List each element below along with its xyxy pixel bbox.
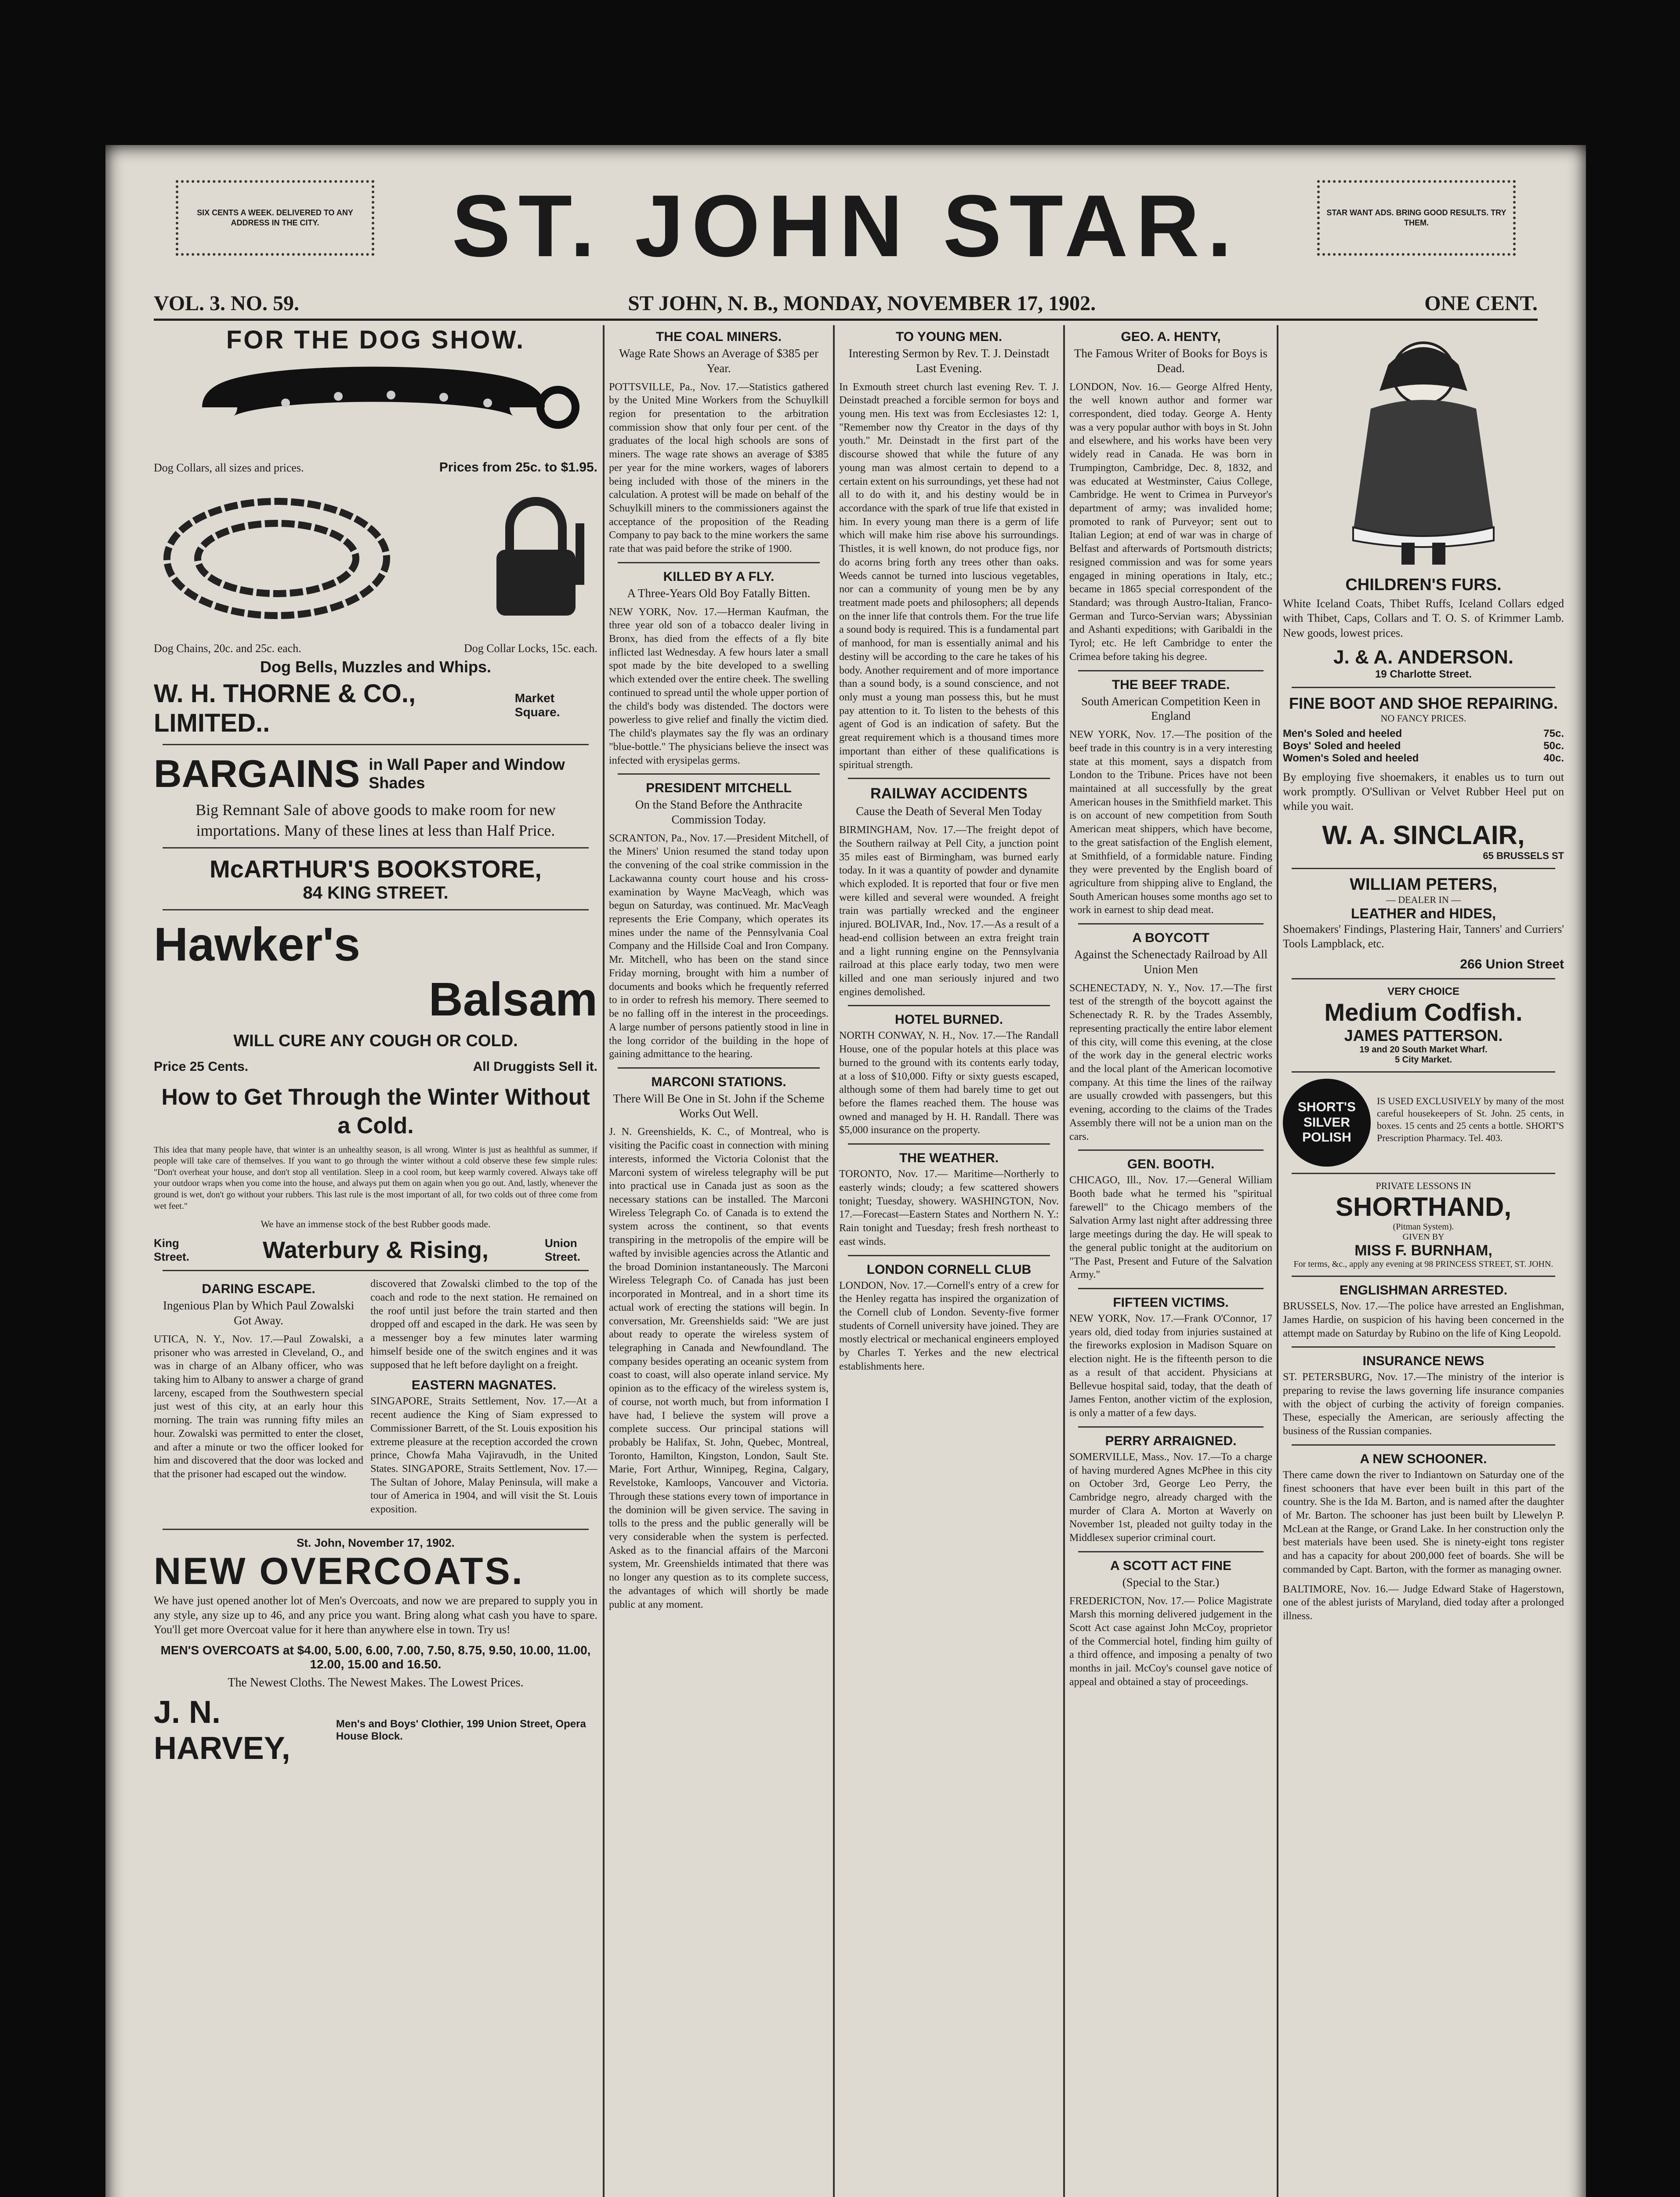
- column-rule: [1063, 325, 1065, 2197]
- column-1: [154, 325, 597, 2197]
- price-row: [1283, 728, 1564, 740]
- winter-heading: How to Get Through the Winter Without a Cold.: [161, 1084, 590, 1138]
- cornell-heading: LONDON CORNELL CLUB: [866, 1262, 1032, 1277]
- right-ear-box: [1317, 180, 1516, 256]
- very-choice: VERY CHOICE: [1387, 986, 1460, 998]
- dateline-bar: [154, 288, 1538, 321]
- coal-heading: THE COAL MINERS.: [655, 330, 782, 344]
- insurance-body: ST. PETERSBURG, Nov. 17.—The ministry of the interior is preparing to revise the laws governing life insurance companies with the object of curbing the activity of foreign companies. These, especially the American, are seriously affecting the business of the Russian companies.: [1283, 1371, 1564, 1437]
- booth-body: CHICAGO, Ill., Nov. 17.—General William Booth bade what he termed his "spiritual farewell" to the Chicago members of the Salvation Army last night after addressing three large meetings during the day. He will speak to the general public tonight at the auditorium on "The Past, Present and Future of the Salvation Army.": [1069, 1175, 1272, 1281]
- bargains-subhead: in Wall Paper and Window Shades: [369, 755, 565, 792]
- winter-body: This idea that many people have, that winter is an unhealthy season, is all wrong. Winter is just as healthful as summer, if people will take care of themselves. If you want to go through the winter without a cold observe these few simple rules: "Don't overheat your house, and don't stop all ventilation. Sleep in a cool room, but keep warmly covered. Always take off your outdoor wraps when you come into the house, and always put them on again when you go out. And, lastly, whenever the ground is wet, don't go without your rubbers. This last rule is the most important of all, for two colds out of three come from wet feet.": [154, 1145, 597, 1211]
- lessons-line: PRIVATE LESSONS IN: [1376, 1180, 1471, 1192]
- city-market: 5 City Market.: [1394, 1055, 1452, 1065]
- chain-caption: Dog Chains, 20c. and 25c. each.: [154, 642, 301, 655]
- column-2: [609, 325, 829, 2197]
- mitchell-subhead: On the Stand Before the Anthracite Commission Today.: [635, 798, 803, 826]
- king-street: King Street.: [154, 1236, 189, 1264]
- boycott-subhead: Against the Schenectady Railroad by All Union Men: [1074, 948, 1268, 976]
- column-rule: [603, 325, 605, 2197]
- harvey-name: J. N. HARVEY,: [154, 1694, 290, 1766]
- coal-subhead: Wage Rate Shows an Average of $385 per Year.: [619, 347, 818, 375]
- english-body: BRUSSELS, Nov. 17.—The police have arrested an Englishman, James Hardie, on suspicion of his having been concerned in the attempt made on Saturday by Rubino on the life of King Leopold.: [1283, 1301, 1564, 1339]
- lock-caption: Dog Collar Locks, 15c. each.: [464, 642, 597, 655]
- furs-heading: CHILDREN'S FURS.: [1345, 576, 1502, 594]
- marconi-subhead: There Will Be One in St. John if the Scheme Works Out Well.: [613, 1091, 825, 1120]
- sinclair-name: W. A. SINCLAIR,: [1322, 820, 1525, 850]
- boot-body: By employing five shoemakers, it enables us to turn out work promptly. O'Sullivan or Velvet Rubber Heel put on while you wait.: [1283, 770, 1564, 813]
- burnham-body: For terms, &c., apply any evening at 98 PRINCESS STREET, ST. JOHN.: [1293, 1259, 1553, 1269]
- union-street: Union Street.: [545, 1236, 580, 1264]
- overcoats-tagline: The Newest Cloths. The Newest Makes. The Lowest Prices.: [228, 1675, 524, 1689]
- hawkers-title: Hawker's: [154, 917, 360, 971]
- marconi-body: J. N. Greenshields, K. C., of Montreal, who is visiting the Pacific coast in connection with mining interests, informed the Victoria Colonist that the Marconi system of wireless telegraphy will be put into practical use in Canada just as soon as the necessary stations can be installed. The Marconi Wireless Telegraph Co. of Canada is to extend the system across the continent, so that events transpiring in the metropolis of the empire will be wafted by invisible agencies across the Atlantic and the broad Dominion instantaneously. The Marconi Wireless Telegraph Co. of Canada has just been incorporated in Montreal, and in a short time its actual work of erecting the stations will begin. In conversation, Mr. Greenshields said: "We are just about ready to operate the wireless system of telegraphing in Canada and Newfoundland. The company besides operating an oceanic system from coast to coast, will also operate inland service. My opinion as to the efficacy of the wireless system is, of course, not worth much, but from information I have had, I believe the system will prove a complete success. Our principal stations will probably be Halifax, St. John, Quebec, Montreal, Toronto, Hamilton, Kingston, London, Sault Ste. Marie, Fort Arthur, Winnipeg, Regina, Calgary, Revelstoke, Kamloops, Vancouver and Victoria. Through these stations every town of importance in the dominion will be given service. The saving in tolls to the press and the public generally will be very considerable when the system is perfected. Asked as to the financial affairs of the Marconi system, Mr. Greenshields intimated that there was no longer any question as to its complete success, the advantages of which will shortly be made public at any moment.: [609, 1126, 829, 1610]
- masthead-title: ST. JOHN STAR.: [452, 177, 1240, 275]
- column-rule: [1277, 325, 1278, 2197]
- railway-heading: RAILWAY ACCIDENTS: [870, 785, 1028, 802]
- boycott-body: SCHENECTADY, N. Y., Nov. 17.—The first test of the strength of the boycott against the Schenectady R. R. by the Trades Assembly, representing practically the entire labor element of this city, will come this evening, at the close of the work day in the general electric works and the local plant of the American locomotive company. At this time the lines of the railway are usually crowded with passengers, but this evening, according to the claims of the Trades Assembly there will not be a union man on the cars.: [1069, 982, 1272, 1142]
- eastern-body: SINGAPORE, Straits Settlement, Nov. 17.—At a recent audience the King of Siam expressed to Commissioner Barrett, of the St. Louis exposition his extreme pleasure at the reception accorded the crown prince, Chowfa Maha Vajiravudh, in the United States. SINGAPORE, Straits Settlement, Nov. 17.—The Sultan of Johore, Malay Peninsula, will make a tour of America in 1904, and will visit the St. Louis exposition.: [370, 1396, 597, 1515]
- hotel-heading: HOTEL BURNED.: [894, 1012, 1003, 1027]
- price-value: 40c.: [1543, 752, 1564, 764]
- waterbury-name: Waterbury & Rising,: [262, 1237, 489, 1264]
- thorne-location: Market Square.: [514, 691, 560, 719]
- perry-heading: PERRY ARRAIGNED.: [1105, 1433, 1237, 1448]
- balsam-title: Balsam: [428, 972, 597, 1026]
- price-row: [1283, 740, 1564, 752]
- harvey-details: Men's and Boys' Clothier, 199 Union Street, Opera House Block.: [336, 1718, 586, 1742]
- newspaper-page: [105, 145, 1586, 2197]
- thorne-name: W. H. THORNE & CO., LIMITED..: [154, 679, 416, 737]
- peters-name: WILLIAM PETERS,: [1350, 875, 1497, 894]
- schooner-heading: A NEW SCHOONER.: [1360, 1451, 1487, 1466]
- english-heading: ENGLISHMAN ARRESTED.: [1339, 1283, 1508, 1298]
- fifteen-body: NEW YORK, Nov. 17.—Frank O'Connor, 17 years old, died today from injuries sustained at the fireworks explosion in Madison Square on election night. He is the fifteenth person to die as a result of that accident. Physicians at Bellevue hospital said, today, that the death of James Fenton, another victim of the explosion, is only a matter of a few days.: [1069, 1313, 1272, 1419]
- weather-heading: THE WEATHER.: [899, 1151, 999, 1166]
- fifteen-heading: FIFTEEN VICTIMS.: [1113, 1295, 1229, 1310]
- boycott-heading: A BOYCOTT: [1132, 931, 1209, 946]
- scott-body: FREDERICTON, Nov. 17.— Police Magistrate Marsh this morning delivered judgement in the Scott Act case against John McCoy, proprietor of the Commercial hotel, finding him guilty of a third offence, and imposing a penalty of two months in jail. McCoy's counsel gave notice of appeal and obtained a stay of proceedings.: [1069, 1595, 1272, 1688]
- issue-price: ONE CENT.: [1424, 291, 1538, 315]
- peters-goods: LEATHER and HIDES,: [1351, 905, 1496, 921]
- insurance-heading: INSURANCE NEWS: [1362, 1354, 1484, 1369]
- dog-collar-icon: [154, 355, 593, 460]
- mcarthur-name: McARTHUR'S BOOKSTORE,: [210, 855, 542, 883]
- henty-subhead: The Famous Writer of Books for Boys is Dead.: [1074, 347, 1268, 375]
- dog-chain-icon: [154, 479, 400, 638]
- henty-heading: GEO. A. HENTY,: [1121, 330, 1221, 344]
- overcoats-heading: NEW OVERCOATS.: [154, 1550, 524, 1592]
- issue-date: ST JOHN, N. B., MONDAY, NOVEMBER 17, 1902.: [628, 291, 1096, 315]
- escape-subhead: Ingenious Plan by Which Paul Zowalski Got Away.: [163, 1299, 355, 1327]
- column-5: [1283, 325, 1564, 2197]
- railway-subhead: Cause the Death of Several Men Today: [856, 805, 1042, 818]
- scott-subhead: (Special to the Star.): [1122, 1575, 1220, 1589]
- cures-line: WILL CURE ANY COUGH OR COLD.: [233, 1031, 518, 1050]
- scott-heading: A SCOTT ACT FINE: [1110, 1558, 1232, 1573]
- hotel-body: NORTH CONWAY, N. H., Nov. 17.—The Randall House, one of the popular hotels at this place was burned to the ground with its contents early today, at a loss of $10,000. Fifty or sixty guests escaped, although some of them had barely time to get out before the flames reached them. The house was owned and managed by H. H. Randall. There was $5,000 insurance on the property.: [839, 1030, 1059, 1136]
- peters-body: Shoemakers' Findings, Plastering Hair, Tanners' and Curriers' Tools Lampblack, etc.: [1283, 922, 1564, 950]
- beef-heading: THE BEEF TRADE.: [1112, 677, 1230, 692]
- fly-subhead: A Three-Years Old Boy Fatally Bitten.: [627, 586, 811, 600]
- schooner-body: There came down the river to Indiantown on Saturday one of the finest schooners that have ever been built in this part of the country. She is the Ida M. Barton, and is named after the daughter of Mr. Barton. The schooner has just been built by Llewelyn P. McLean at the Range, or Grand Lake. In her construction only the best materials have been used. She is ninety-eight tons register and has a capacity for about 200,000 feet of boards. She will be commanded by Capt. Barton, with the former as managing owner.: [1283, 1469, 1564, 1575]
- collar-caption: Dog Collars, all sizes and prices.: [154, 461, 304, 474]
- column-3: [839, 325, 1059, 2197]
- furs-body: White Iceland Coats, Thibet Ruffs, Iceland Collars edged with Thibet, Caps, Collars and T. O. S. of Krimmer Lamb. New goods, lowest prices.: [1283, 597, 1564, 639]
- price-row: [1283, 752, 1564, 765]
- patterson-name: JAMES PATTERSON.: [1344, 1026, 1503, 1045]
- sinclair-address: 65 BRUSSELS ST: [1483, 850, 1564, 861]
- perry-body: SOMERVILLE, Mass., Nov. 17.—To a charge of having murdered Agnes McPhee in this city on October 3rd, George Leo Perry, the Cambridge negro, already charged with the murder of Clara A. Morton at Waverly on November 1st, pleaded not guilty today in the Middlesex superior criminal court.: [1069, 1451, 1272, 1544]
- volume-number: VOL. 3. NO. 59.: [154, 291, 300, 315]
- price-value: 50c.: [1543, 740, 1564, 752]
- bells-line: Dog Bells, Muzzles and Whips.: [260, 658, 492, 676]
- no-fancy-prices: NO FANCY PRICES.: [1380, 712, 1466, 724]
- left-ear-text: SIX CENTS A WEEK. DELIVERED TO ANY ADDRESS IN THE CITY.: [197, 208, 353, 227]
- right-ear-text: STAR WANT ADS. BRING GOOD RESULTS. TRY THEM.: [1326, 208, 1506, 227]
- druggists-line: All Druggists Sell it.: [473, 1059, 597, 1074]
- baltimore-body: BALTIMORE, Nov. 16.— Judge Edward Stake of Hagerstown, one of the ablest jurists of Maryland, died today after a prolonged illness.: [1283, 1583, 1564, 1622]
- rubber-line: We have an immense stock of the best Rubber goods made.: [261, 1218, 491, 1230]
- padlock-icon: [483, 493, 597, 624]
- henty-body: LONDON, Nov. 16.— George Alfred Henty, the well known author and former war correspondent, died today. George A. Henty was a very popular author with boys in St. John and elsewhere, and his works have been very widely read in Canada. He was born in Trumpington, Cambridge, Dec. 8, 1832, and was educated at Westminster, Caius College, Cambridge. He went to Crimea in Purveyor's department of army; was invalided home; promoted to rank of Purveyor; sent out to Italian Legion; at end of war was in charge of Belfast and afterwards of Portsmouth districts; resigned commission and was for some years engaged in mining operations in Italy, etc.; became in 1865 special correspondent of the Standard; was through Austro-Italian, Franco-German and Turco-Servian wars; Abyssinian and Ashanti expeditions; with Garibaldi in the Tyrol; etc. He left Cambridge to enter the Crimea before taking his degree.: [1069, 381, 1272, 663]
- boot-heading: FINE BOOT AND SHOE REPAIRING.: [1289, 694, 1558, 712]
- column-rule: [833, 325, 835, 2197]
- price-value: 75c.: [1543, 727, 1564, 740]
- given-by-line: GIVEN BY: [1402, 1232, 1445, 1242]
- young-men-subhead: Interesting Sermon by Rev. T. J. Deinstadt Last Evening.: [848, 347, 1050, 375]
- fly-body: NEW YORK, Nov. 17.—Herman Kaufman, the three year old son of a tobacco dealer living in Bronx, has died from the effects of a fly bite inflicted last Wednesday. A few hours later a small spot made by the bite developed to a swelling which extended over the entire cheek. The swelling continued to spread until the whole upper portion of the child's body was distended. The doctors were powerless to give relief and finally the victim died. The child's playmates say the fly was an ordinary "blue-bottle." The physicians believe the insect was infected with erysipelas germs.: [609, 606, 829, 766]
- weather-body: TORONTO, Nov. 17.— Maritime—Northerly to easterly winds; cloudy; a few scattered showers tonight; Tuesday, showery. WASHINGTON, Nov. 17.—Forecast—Eastern States and Northern N. Y.: Rain tonight and Tuesday; fresh fresh northeast to east winds.: [839, 1168, 1059, 1247]
- patterson-address: 19 and 20 South Market Wharf.: [1359, 1045, 1488, 1055]
- price-item: Men's Soled and heeled: [1283, 727, 1402, 740]
- overcoats-date: St. John, November 17, 1902.: [297, 1536, 455, 1549]
- price-item: Boys' Soled and heeled: [1283, 740, 1401, 752]
- anderson-address: 19 Charlotte Street.: [1375, 668, 1472, 680]
- shorts-body: IS USED EXCLUSIVELY by many of the most careful housekeepers of St. John. 25 cents, in boxes. 15 cents and 25 cents a bottle. SHORT'S Prescription Pharmacy. Tel. 403.: [1377, 1095, 1564, 1144]
- anderson-name: J. & A. ANDERSON.: [1333, 646, 1513, 668]
- escape-heading: DARING ESCAPE.: [202, 1282, 315, 1297]
- railway-body: BIRMINGHAM, Nov. 17.—The freight depot of the Southern railway at Pell City, a junction point 35 miles east of Birmingham, was burned early today. In it was a quantity of powder and dynamite which exploded. It is reported that four or five men were killed and several were wounded. A freight train was partially wrecked and the engineer injured. BOLIVAR, Ind., Nov. 17.—As a result of a head-end collision between an extra freight train and a light running engine on the Pennsylvania railroad at this place early today, two men were killed and one man seriously injured and two engines demolished.: [839, 824, 1059, 998]
- collar-prices: Prices from 25c. to $1.95.: [439, 460, 597, 475]
- marconi-heading: MARCONI STATIONS.: [651, 1074, 786, 1089]
- mitchell-heading: PRESIDENT MITCHELL: [646, 781, 792, 796]
- shorts-silver-polish-badge: SHORT'S SILVER POLISH: [1283, 1079, 1371, 1167]
- fly-heading: KILLED BY A FLY.: [663, 569, 775, 584]
- cornell-body: LONDON, Nov. 17.—Cornell's entry of a crew for the Henley regatta has inspired the organization of the Cornell club of London. Seventy-five former students of Cornell university have joined. They are mostly electrical or mechanical engineers employed by Charles T. Yerkes and the new electrical establishments here.: [839, 1280, 1059, 1372]
- column-4: [1069, 325, 1272, 2197]
- burnham-name: MISS F. BURNHAM,: [1354, 1242, 1492, 1259]
- peters-dealer: — DEALER IN —: [1386, 894, 1461, 905]
- price-item: Women's Soled and heeled: [1283, 752, 1419, 764]
- overcoats-body: We have just opened another lot of Men's Overcoats, and now we are prepared to supply you in any style, any size up to 46, and any price you want. Bring along what cash you have to spare. You'll get more Overcoat value for it here than anywhere else in town. Try us!: [154, 1594, 597, 1636]
- young-men-heading: TO YOUNG MEN.: [895, 330, 1003, 344]
- mitchell-body: SCRANTON, Pa., Nov. 17.—President Mitchell, of the Miners' Union resumed the stand today upon the convening of the coal strike commission in the Lackawanna county court house and his cross-examination by Wayne MacVeagh, which was begun on Saturday, was continued. Mr. MacVeagh represents the Erie Company, which operates its mines under the name of the Pennsylvania Coal Company and the Hillside Coal and Iron Company. Mr. Mitchell, who has been on the stand since Friday morning, brought with him a number of documents and books which he frequently referred to in order to refresh his memory. There seemed to be no falling off in the interest in the proceedings. A large number of persons patiently stood in line in the long corridor of the building in the hope of gaining admittance to the hearing.: [609, 832, 829, 1060]
- beef-body: NEW YORK, Nov. 17.—The position of the beef trade in this country is in a very interesting state at this moment, says a dispatch from London to the Tribune. Prices have not been maintained at all successfully by the great American houses in the Smithfield market. This is on account of new competition from South American meat shippers, which have become, to the great satisfaction of the English element, at Smithfield, of a formidable nature. Finding they were prevented by the English board of agriculture from shipping alive to England, the South American houses some months ago set to work in earnest to ship dead meat.: [1069, 729, 1272, 916]
- child-in-furs-icon: [1283, 325, 1564, 571]
- overcoats-prices: MEN'S OVERCOATS at $4.00, 5.00, 6.00, 7.00, 7.50, 8.75, 9.50, 10.00, 11.00, 12.00, 15.00 and 16.50.: [160, 1643, 591, 1671]
- mcarthur-address: 84 KING STREET.: [303, 883, 449, 903]
- young-men-body: In Exmouth street church last evening Rev. T. J. Deinstadt preached a forcible sermon for boys and young men. His text was from Ecclesiastes 12: 1, "Remember now thy Creator in the days of thy youth." Mr. Deinstadt in the first part of the discourse showed that while the future of any young man was almost certain to depend to a certain extent on his surroundings, yet these had not all to do with it, and his destiny would be in accordance with the spark of true life that existed in him. In every young man there is a germ of life which will make him rise above his surroundings. Thistles, it is well known, do not produce figs, nor do acorns bring forth any trees other than oaks. Weeds cannot be turned into luscious vegetables, nor can a community of young men be by any treatment made poets and philosophers; all depends on the inner life that controls them. For the true life a sound body is required. This is a fundamental part of manhood, for man is essentially animal and his destiny will be according to the care he takes of his body. Another requirement and of more importance than a sound body, is a sound conscience, and not only must a young man possess this, but he must pay attention to it. To listen to the behests of this agent of God is an indication of safety. But the great requirement which is a thousand times more important than either of these qualifications is spiritual strength.: [839, 381, 1059, 771]
- eastern-heading: EASTERN MAGNATES.: [411, 1378, 557, 1393]
- coal-body: POTTSVILLE, Pa., Nov. 17.—Statistics gathered by the United Mine Workers from the Schuylkill region for presentation to the arbitration commission show that only four per cent. of the graduates of the local high schools are sons of miners. The wage rate shows an average of $385 per year for the mine workers, wages of laborers being included with those of the miners in the calculation. A protest will be made on behalf of the Schuylkill miners to the commissioners against the acceptance of the proposition of the Reading Company to pay back to the mine workers the same rate that was paid before the strike of 1900.: [609, 381, 829, 555]
- shorthand-heading: SHORTHAND,: [1336, 1192, 1511, 1222]
- beef-subhead: South American Competition Keen in England: [1081, 694, 1260, 723]
- pitman-line: (Pitman System).: [1393, 1222, 1454, 1232]
- bargains-body: Big Remnant Sale of above goods to make room for new importations. Many of these lines at less than Half Price.: [196, 801, 556, 839]
- booth-heading: GEN. BOOTH.: [1127, 1157, 1215, 1172]
- codfish-heading: Medium Codfish.: [1324, 998, 1523, 1026]
- peters-address: 266 Union Street: [1460, 957, 1564, 972]
- dog-show-heading: FOR THE DOG SHOW.: [226, 326, 525, 354]
- bargains-heading: BARGAINS: [154, 752, 360, 795]
- balsam-price: Price 25 Cents.: [154, 1059, 249, 1074]
- escape-body: UTICA, N. Y., Nov. 17.—Paul Zowalski, a prisoner who was arrested in Cleveland, O., and was in charge of an Albany officer, who was taking him to Albany to answer a charge of grand larceny, escaped from the Southwestern special just west of this city, at an early hour this morning. The train was running fifty miles an hour. Zowalski was permitted to enter the closet, and after a minute or two the officer looked for him and discovered that the door was locked and that the prisoner had escaped out the window.: [154, 1333, 364, 1480]
- escape-body-cont: discovered that Zowalski climbed to the top of the coach and rode to the next station. He remained on the roof until just before the train started and then dropped off and escaped in the dark. He was seen by a messenger boy a few minutes later warming himself beside one of the switch engines and it was supposed that he left before daylight on a freight.: [370, 1278, 597, 1371]
